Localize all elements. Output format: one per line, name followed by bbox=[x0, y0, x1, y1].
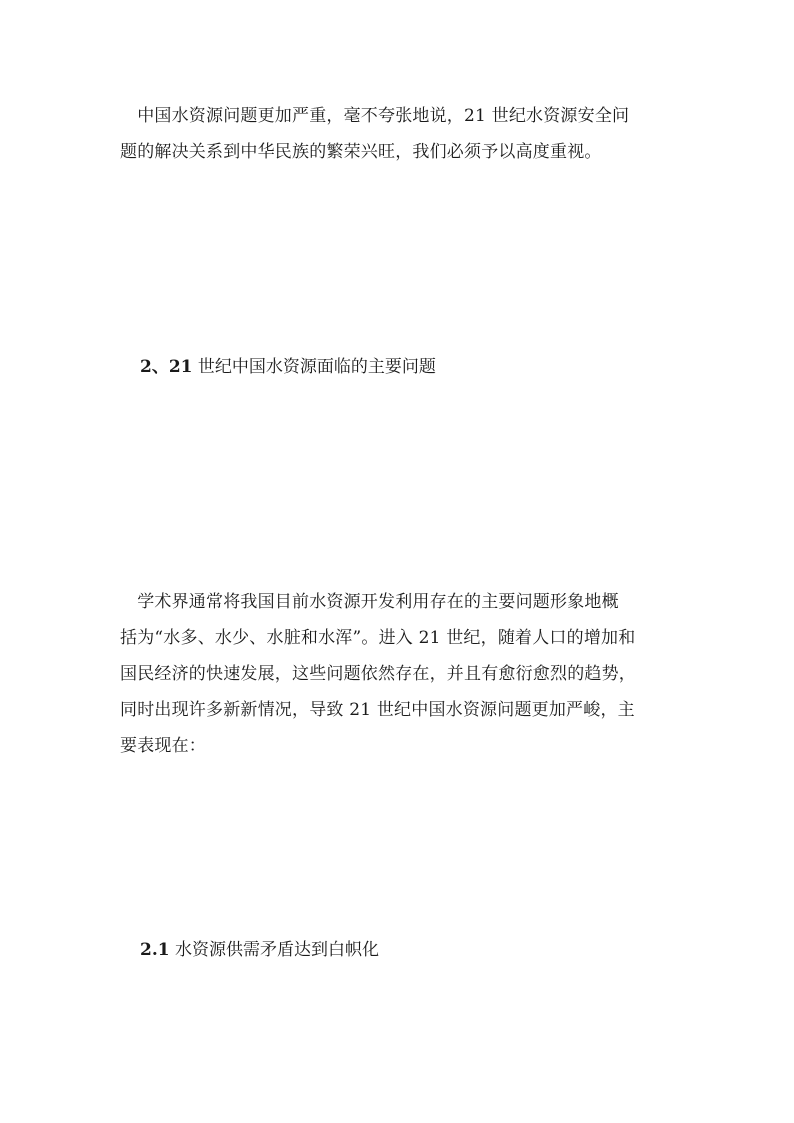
paragraph-line: 国民经济的快速发展，这些问题依然存在，并且有愈衍愈烈的趋势， bbox=[120, 664, 636, 684]
paragraph-line: 括为“水多、水少、水脏和水浑”。进入 21 世纪，随着人口的增加和 bbox=[120, 628, 636, 648]
paragraph-line: 中国水资源问题更加严重，毫不夸张地说，21 世纪水资源安全问 bbox=[120, 106, 630, 126]
section-title: 水资源供需矛盾达到白帜化 bbox=[169, 940, 379, 960]
paragraph-intro bbox=[120, 98, 680, 170]
section-number: 2.1 bbox=[140, 940, 170, 960]
section-title: 世纪中国水资源面临的主要问题 bbox=[192, 357, 436, 377]
paragraph-line: 同时出现许多新新情况，导致 21 世纪中国水资源问题更加严峻，主 bbox=[120, 700, 635, 720]
section-heading-2 bbox=[140, 352, 436, 382]
paragraph-line: 要表现在： bbox=[120, 736, 206, 756]
paragraph-line: 题的解决关系到中华民族的繁荣兴旺，我们必须予以高度重视。 bbox=[120, 142, 602, 162]
paragraph-line: 学术界通常将我国目前水资源开发利用存在的主要问题形象地概 bbox=[120, 592, 619, 612]
section-heading-2-1 bbox=[140, 935, 379, 965]
section-number: 2、21 bbox=[140, 357, 193, 377]
paragraph-main-problems bbox=[120, 584, 680, 764]
